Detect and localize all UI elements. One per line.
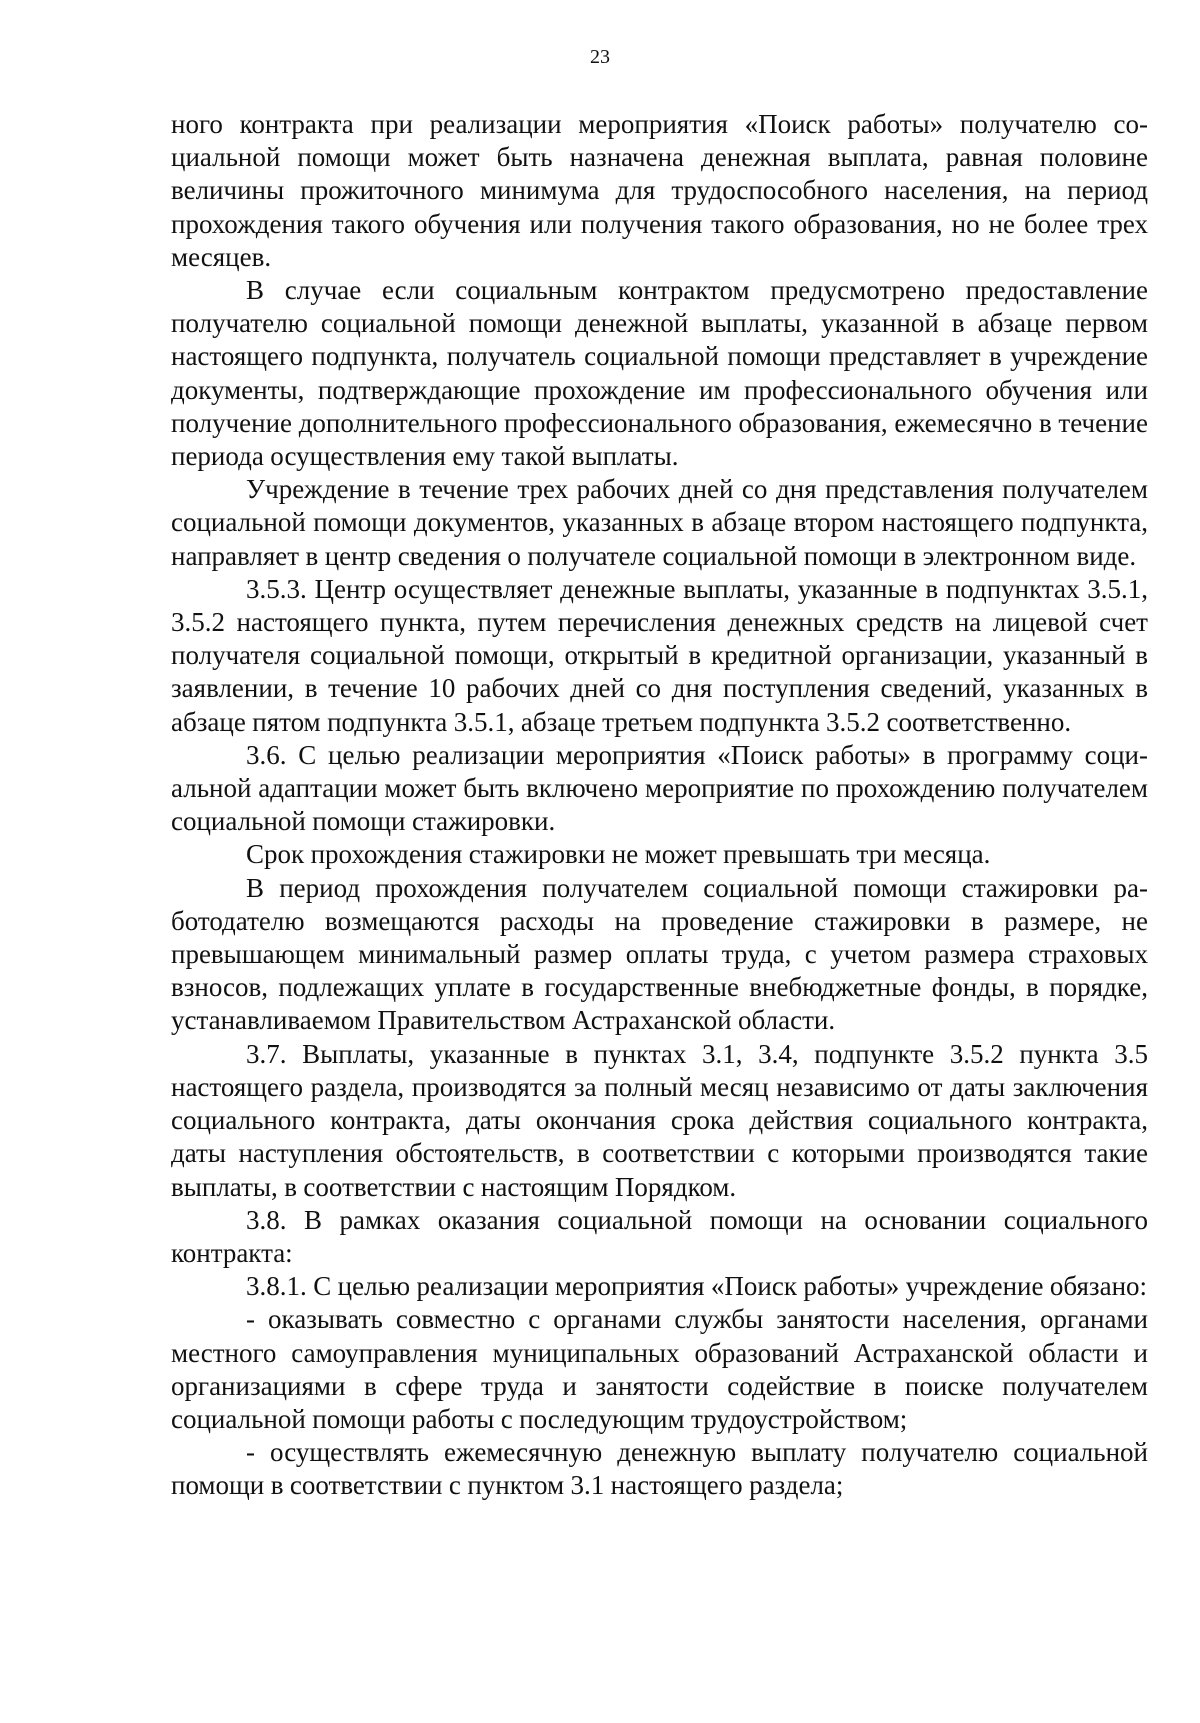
paragraph-3-8: 3.8. В рамках оказания социальной помощи на основании социального контракта: <box>171 1204 1148 1268</box>
document-body <box>171 108 1148 1503</box>
list-item-monthly-payment: - осуществлять ежемесячную денежную выплату получателю социальной помощи в соответствии с пунктом 3.1 настоящего раздела; <box>171 1437 1148 1501</box>
paragraph-3-7: 3.7. Выплаты, указанные в пунктах 3.1, 3.4, подпункте 3.5.2 пункта 3.5 настоящего раздела, производятся за полный месяц независимо от даты заключения социального контракта, даты окончания срока действия социального контракта, даты наступления обстоятельств, в соответствии с которыми производятся такие выплаты, в соответствии с настоящим Порядком. <box>171 1038 1148 1202</box>
page-number: 23 <box>590 46 610 68</box>
list-item-assist-job-search: - оказывать совместно с органами службы занятости населения, органами местного самоуправления муниципальных образований Астраханской области и организациями в сфере труда и занятости содействие в поиске получателем социальной помощи работы с последующим трудоустройством; <box>171 1304 1148 1434</box>
paragraph-3-8-1: 3.8.1. С целью реализации мероприятия «Поиск работы» учреждение обязано: <box>246 1271 1148 1302</box>
paragraph-documents-submission: В случае если социальным контрактом предусмотрено предоставление получателю социальной помощи денежной выплаты, указанной в абзаце первом настоящего подпункта, получатель социальной помощи представляет в учреждение документы, подтверждающие прохождение им профессионального обучения или получение дополнительного профессионального образования, ежемесячно в течение периода осуществления ему такой выплаты. <box>171 275 1148 472</box>
paragraph-institution-transfer: Учреждение в течение трех рабочих дней со дня представления получателем социальной помощи документов, указанных в абзаце втором настоящего подпункта, направляет в центр сведения о получателе социальной помощи в электронном виде. <box>171 474 1148 571</box>
paragraph-internship-term: Срок прохождения стажировки не может превышать три месяца. <box>246 839 991 870</box>
paragraph-employer-reimbursement: В период прохождения получателем социальной помощи стажировки работодателю возмещаются расходы на проведение стажировки в размере, не превышающем минимальный размер оплаты труда, с учетом размера страховых взносов, подлежащих уплате в государственные внебюджетные фонды, в порядке, устанавливаемом Правительством Астраханской области. <box>171 872 1148 1036</box>
paragraph-continuation: ного контракта при реализации мероприятия «Поиск работы» получателю социальной помощи может быть назначена денежная выплата, равная половине величины прожиточного минимума для трудоспособного населения, на период прохождения такого обучения или получения такого образования, но не более трех месяцев. <box>171 109 1148 272</box>
paragraph-3-5-3: 3.5.3. Центр осуществляет денежные выплаты, указанные в подпунктах 3.5.1, 3.5.2 настоящего пункта, путем перечисления денежных средств на лицевой счет получателя социальной помощи, открытый в кредитной организации, указанный в заявлении, в течение 10 рабочих дней со дня поступления сведений, указанных в абзаце пятом подпункта 3.5.1, абзаце третьем подпункта 3.5.2 соответственно. <box>171 573 1148 737</box>
paragraph-3-6: 3.6. С целью реализации мероприятия «Поиск работы» в программу социальной адаптации может быть включено мероприятие по прохождению получателем социальной помощи стажировки. <box>171 739 1148 837</box>
